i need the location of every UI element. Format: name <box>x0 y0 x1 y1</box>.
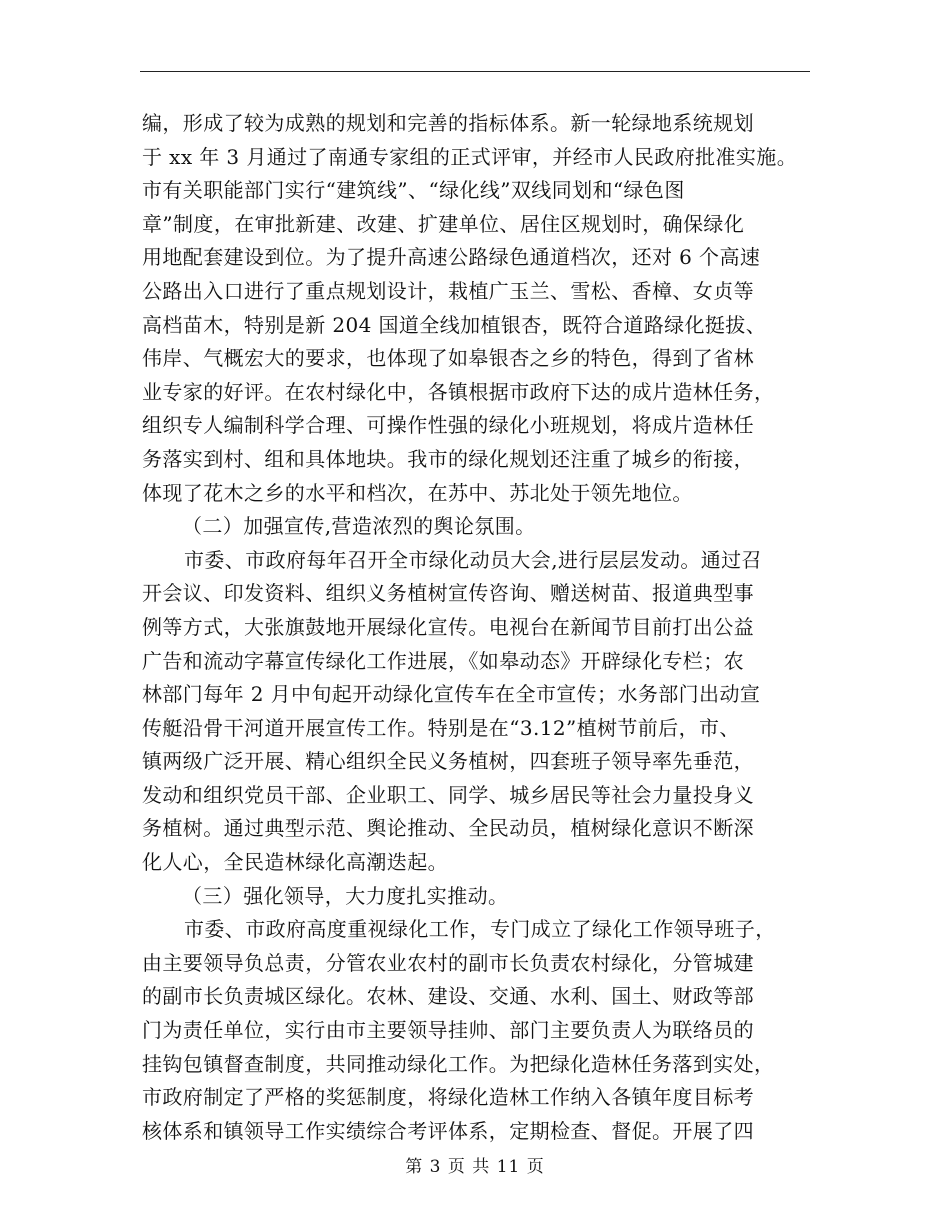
paragraph-start-line: 市委、市政府高度重视绿化工作，专门成立了绿化工作领导班子， <box>184 917 776 942</box>
text-line: 市政府制定了严格的奖惩制度，将绿化造林工作纳入各镇年度目标考 <box>142 1085 754 1110</box>
text-line: 发动和组织党员干部、企业职工、同学、城乡居民等社会力量投身义 <box>142 782 754 807</box>
section-heading: （三）强化领导，大力度扎实推动。 <box>182 883 509 908</box>
text-line: 挂钩包镇督查制度，共同推动绿化工作。为把绿化造林任务落到实处， <box>142 1051 775 1076</box>
text-line: 体现了花木之乡的水平和档次，在苏中、苏北处于领先地位。 <box>142 480 693 505</box>
text-line: 高档苗木，特别是新 204 国道全线加植银杏，既符合道路绿化挺拔、 <box>142 312 767 337</box>
text-line: 市有关职能部门实行“建筑线”、“绿化线”双线同划和“绿色图 <box>142 178 685 203</box>
text-line: 广告和流动字幕宣传绿化工作进展，《如皋动态》开辟绿化专栏；农 <box>142 648 744 673</box>
text-line: 伟岸、气概宏大的要求，也体现了如皋银杏之乡的特色，得到了省林 <box>142 346 754 371</box>
text-line: 传艇沿骨干河道开展宣传工作。特别是在“3.12”植树节前后，市、 <box>142 715 740 740</box>
text-line: 务植树。通过典型示范、舆论推动、全民动员，植树绿化意识不断深 <box>142 816 754 841</box>
paragraph-start-line: 市委、市政府每年召开全市绿化动员大会,进行层层发动。通过召 <box>184 547 762 572</box>
section-heading: （二）加强宣传,营造浓烈的舆论氛围。 <box>182 514 536 539</box>
text-line: 林部门每年 2 月中旬起开动绿化宣传车在全市宣传；水务部门出动宣 <box>142 682 761 707</box>
text-line: 业专家的好评。在农村绿化中，各镇根据市政府下达的成片造林任务， <box>142 379 775 404</box>
text-line: 组织专人编制科学合理、可操作性强的绿化小班规划，将成片造林任 <box>142 413 754 438</box>
text-line: 编，形成了较为成熟的规划和完善的指标体系。新一轮绿地系统规划 <box>142 111 754 135</box>
text-line: 开会议、印发资料、组织义务植树宣传咨询、赠送树苗、报道典型事 <box>142 581 754 606</box>
text-line: 的副市长负责城区绿化。农林、建设、交通、水利、国土、财政等部 <box>142 984 754 1009</box>
text-line: 化人心，全民造林绿化高潮迭起。 <box>142 850 448 875</box>
text-line: 公路出入口进行了重点规划设计，栽植广玉兰、雪松、香樟、女贞等 <box>142 278 754 303</box>
text-line: 例等方式，大张旗鼓地开展绿化宣传。电视台在新闻节目前打出公益 <box>142 614 754 639</box>
text-line: 于 xx 年 3 月通过了南通专家组的正式评审，并经市人民政府批准实施。 <box>142 144 798 169</box>
text-line: 镇两级广泛开展、精心组织全民义务植树，四套班子领导率先垂范， <box>142 749 754 774</box>
text-line: 务落实到村、组和具体地块。我市的绿化规划还注重了城乡的衔接， <box>142 446 754 471</box>
text-line: 由主要领导负总责，分管农业农村的副市长负责农村绿化，分管城建 <box>142 950 754 975</box>
body-text <box>142 107 812 1148</box>
text-line: 用地配套建设到位。为了提升高速公路绿色通道档次，还对 6 个高速 <box>142 245 761 270</box>
header-rule <box>140 71 810 72</box>
text-line: 门为责任单位，实行由市主要领导挂帅、部门主要负责人为联络员的 <box>142 1018 754 1043</box>
text-line: 章”制度，在审批新建、改建、扩建单位、居住区规划时，确保绿化 <box>142 211 745 236</box>
page-number-footer: 第 3 页 共 11 页 <box>405 1157 545 1177</box>
text-line: 核体系和镇领导工作实绩综合考评体系，定期检查、督促。开展了四 <box>142 1118 754 1143</box>
